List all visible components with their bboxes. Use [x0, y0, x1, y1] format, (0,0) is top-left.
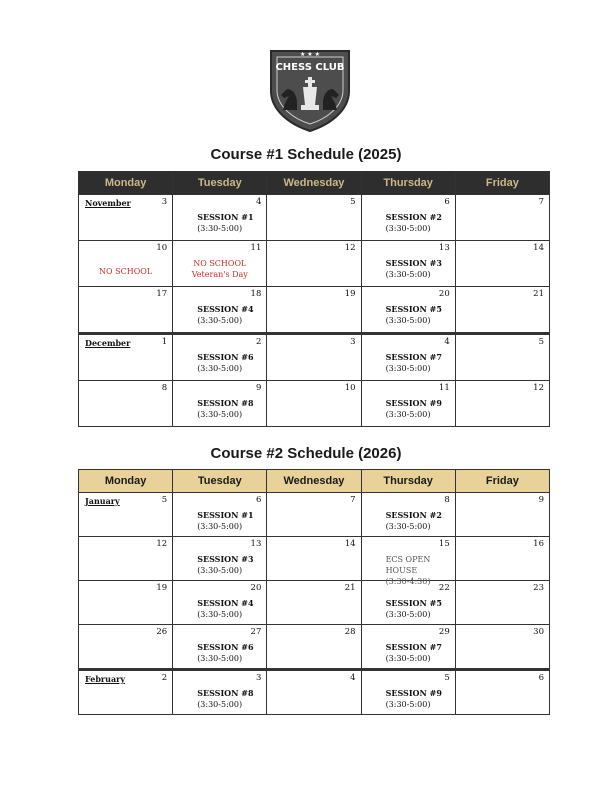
day-header-monday: Monday: [79, 470, 173, 493]
day-cell: [267, 195, 361, 241]
day-number: 3: [350, 337, 356, 347]
event: [386, 398, 442, 420]
day-number: 5: [538, 337, 544, 347]
event-detail: (3:30-5:00): [197, 364, 243, 373]
event: [197, 398, 253, 420]
day-number: 10: [156, 243, 168, 253]
day-cell: [173, 493, 267, 537]
day-number: 5: [444, 673, 450, 683]
day-cell: [79, 381, 173, 427]
calendar-week: [79, 195, 550, 241]
day-number: 1: [161, 337, 168, 347]
event: [197, 642, 253, 664]
day-cell: [455, 381, 549, 427]
day-number: 30: [533, 627, 544, 637]
calendar-week: [79, 287, 550, 334]
calendar-week: [79, 241, 550, 287]
event-title: SESSION #2: [385, 510, 442, 520]
calendar-week: [79, 670, 550, 715]
event-detail: (3:30-5:00): [385, 522, 431, 531]
event-title: SESSION #9: [385, 688, 442, 698]
event-title: SESSION #6: [197, 642, 254, 652]
day-number: 3: [161, 197, 168, 207]
day-cell: [267, 334, 361, 381]
event-title: SESSION #1: [197, 212, 254, 222]
event-detail: (3:30-4:30): [385, 577, 431, 586]
day-cell: [361, 581, 455, 625]
event: [386, 212, 442, 234]
day-cell: [455, 493, 549, 537]
day-cell: [173, 195, 267, 241]
day-number: 4: [444, 337, 450, 347]
event-detail: (3:30-5:00): [385, 410, 431, 419]
logo-text: CHESS CLUB: [275, 62, 345, 73]
event-title: ECS OPEN HOUSE: [385, 555, 431, 575]
calendar-week: [79, 381, 550, 427]
day-header-wednesday: Wednesday: [267, 470, 361, 493]
event: [197, 598, 253, 620]
day-cell: [455, 195, 549, 241]
day-number: 21: [533, 289, 544, 299]
event-detail: (3:30-5:00): [385, 270, 431, 279]
day-cell: [173, 670, 267, 715]
day-number: 17: [156, 289, 168, 299]
day-number: 14: [533, 243, 544, 253]
day-number: 18: [250, 289, 262, 299]
event-detail: Veteran's Day: [191, 270, 248, 279]
day-number: 4: [255, 197, 262, 207]
svg-text:★ ★ ★: ★ ★ ★: [300, 51, 320, 58]
event-title: SESSION #4: [197, 598, 254, 608]
calendar-week: [79, 625, 550, 670]
event: [386, 304, 442, 326]
day-cell: [173, 241, 267, 287]
day-cell: [361, 493, 455, 537]
event-title: SESSION #5: [385, 598, 442, 608]
day-cell: [79, 334, 173, 381]
course-1-title: Course #1 Schedule (2025): [210, 146, 402, 163]
course-1-calendar: [78, 171, 550, 427]
day-number: 2: [161, 673, 168, 683]
event: [386, 688, 442, 710]
event-detail: (3:30-5:00): [197, 610, 243, 619]
day-number: 20: [438, 289, 450, 299]
day-cell: [79, 581, 173, 625]
day-number: 11: [250, 243, 262, 253]
day-number: 22: [438, 583, 450, 593]
event-title: SESSION #6: [197, 352, 254, 362]
month-label: January: [85, 496, 120, 506]
event-detail: (3:30-5:00): [197, 224, 243, 233]
event-detail: (3:30-5:00): [197, 522, 243, 531]
event-detail: (3:30-5:00): [385, 224, 431, 233]
calendar-week: [79, 581, 550, 625]
event-detail: (3:30-5:00): [385, 316, 431, 325]
event-title: NO SCHOOL: [193, 259, 247, 268]
day-cell: [267, 670, 361, 715]
day-header-tuesday: Tuesday: [173, 172, 267, 195]
event: [386, 642, 442, 664]
event-title: SESSION #3: [197, 554, 254, 564]
event-title: SESSION #8: [197, 688, 254, 698]
day-number: 14: [344, 539, 356, 549]
day-cell: [267, 241, 361, 287]
day-header-thursday: Thursday: [361, 470, 455, 493]
event-title: SESSION #9: [385, 398, 442, 408]
day-number: 7: [350, 495, 356, 505]
event-detail: (3:30-5:00): [197, 316, 243, 325]
day-cell: [361, 625, 455, 670]
event-detail: (3:30-5:00): [197, 410, 243, 419]
day-number: 12: [533, 383, 544, 393]
day-number: 9: [538, 495, 544, 505]
day-cell: [361, 241, 455, 287]
month-label: November: [85, 198, 131, 208]
day-cell: [267, 381, 361, 427]
event-title: SESSION #8: [197, 398, 254, 408]
day-cell: [361, 287, 455, 334]
day-number: 13: [250, 539, 262, 549]
day-number: 21: [344, 583, 356, 593]
day-cell: [173, 625, 267, 670]
day-header-monday: Monday: [79, 172, 173, 195]
month-label: December: [85, 338, 131, 348]
day-cell: [455, 537, 549, 581]
day-cell: [361, 670, 455, 715]
event-title: SESSION #4: [197, 304, 254, 314]
day-number: 13: [438, 243, 450, 253]
day-number: 3: [255, 673, 262, 683]
day-number: 5: [161, 495, 168, 505]
day-number: 16: [533, 539, 544, 549]
day-number: 7: [538, 197, 544, 207]
day-number: 8: [161, 383, 168, 393]
day-cell: [79, 287, 173, 334]
day-cell: [79, 670, 173, 715]
event-detail: (3:30-5:00): [197, 700, 243, 709]
day-cell: [267, 287, 361, 334]
day-cell: [361, 537, 455, 586]
day-header-tuesday: Tuesday: [173, 470, 267, 493]
day-header-thursday: Thursday: [361, 172, 455, 195]
day-cell: [173, 334, 267, 381]
event: [197, 212, 253, 234]
day-cell: [361, 381, 455, 427]
day-number: 4: [350, 673, 356, 683]
day-number: 6: [444, 197, 450, 207]
event-title: SESSION #3: [385, 258, 442, 268]
chess-club-logo: [267, 45, 353, 133]
calendar-week: [79, 334, 550, 381]
day-cell: [267, 537, 361, 581]
day-number: 19: [344, 289, 356, 299]
day-cell: [173, 537, 267, 581]
day-number: 15: [438, 539, 450, 549]
event-title: SESSION #7: [385, 642, 442, 652]
day-number: 19: [156, 583, 168, 593]
day-number: 5: [350, 197, 356, 207]
day-cell: [455, 625, 549, 670]
event: [386, 258, 442, 280]
event: [386, 352, 442, 374]
event-detail: (3:30-5:00): [385, 610, 431, 619]
event-title: SESSION #2: [385, 212, 442, 222]
day-number: 12: [156, 539, 168, 549]
day-cell: [267, 581, 361, 625]
day-number: 27: [250, 627, 262, 637]
event: [197, 352, 253, 374]
day-number: 20: [250, 583, 262, 593]
event: [197, 510, 253, 532]
day-cell: [455, 334, 549, 381]
day-number: 11: [438, 383, 450, 393]
event-title: SESSION #5: [385, 304, 442, 314]
course-2-calendar: [78, 469, 550, 715]
day-cell: [267, 493, 361, 537]
day-cell: [455, 670, 549, 715]
day-cell: [173, 581, 267, 625]
day-cell: [79, 241, 173, 287]
day-cell: [455, 241, 549, 287]
day-cell: [79, 537, 173, 581]
event: [173, 258, 266, 280]
event-title: SESSION #7: [385, 352, 442, 362]
day-header-wednesday: Wednesday: [267, 172, 361, 195]
event-detail: (3:30-5:00): [385, 364, 431, 373]
event-title: NO SCHOOL: [99, 267, 153, 276]
course-2-title: Course #2 Schedule (2026): [210, 445, 402, 462]
day-cell: [173, 381, 267, 427]
event-title: SESSION #1: [197, 510, 254, 520]
day-header-friday: Friday: [455, 172, 549, 195]
calendar-week: [79, 493, 550, 537]
day-cell: [173, 287, 267, 334]
event: [197, 688, 253, 710]
event-detail: (3:30-5:00): [385, 700, 431, 709]
event: [197, 304, 253, 326]
day-header-friday: Friday: [455, 470, 549, 493]
event-detail: (3:30-5:00): [385, 654, 431, 663]
day-cell: [267, 625, 361, 670]
day-number: 29: [438, 627, 450, 637]
day-number: 9: [255, 383, 262, 393]
day-cell: [361, 334, 455, 381]
day-number: 12: [344, 243, 356, 253]
day-cell: [79, 493, 173, 537]
day-cell: [79, 195, 173, 241]
day-number: 23: [533, 583, 544, 593]
event: [79, 266, 172, 277]
day-number: 28: [344, 627, 356, 637]
event-detail: (3:30-5:00): [197, 654, 243, 663]
day-number: 6: [538, 673, 544, 683]
day-number: 2: [255, 337, 262, 347]
event: [197, 554, 253, 576]
event: [386, 510, 442, 532]
event-detail: (3:30-5:00): [197, 566, 243, 575]
day-cell: [455, 581, 549, 625]
day-cell: [361, 195, 455, 241]
month-label: February: [85, 674, 126, 684]
event: [386, 598, 442, 620]
day-cell: [79, 625, 173, 670]
day-number: 10: [344, 383, 356, 393]
day-number: 6: [255, 495, 262, 505]
day-number: 26: [156, 627, 168, 637]
day-number: 8: [444, 495, 450, 505]
day-cell: [455, 287, 549, 334]
calendar-week: [79, 537, 550, 581]
